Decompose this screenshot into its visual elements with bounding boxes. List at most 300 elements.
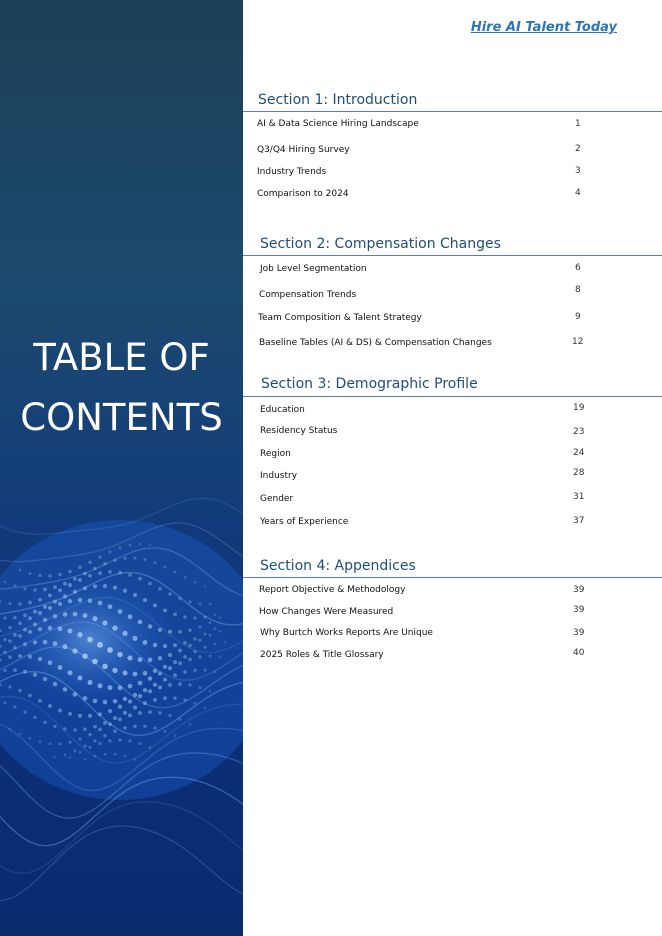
wave-dot — [97, 642, 103, 648]
wave-dot — [79, 751, 82, 754]
wave-dot — [83, 727, 87, 731]
wave-dot — [58, 709, 62, 713]
toc-item-label[interactable]: Q3/Q4 Hiring Survey — [257, 145, 350, 155]
wave-dot — [143, 688, 147, 692]
wave-dot — [163, 608, 167, 612]
wave-dot — [128, 713, 132, 717]
wave-dot — [78, 578, 82, 582]
wave-dot — [114, 753, 117, 756]
wave-dot — [178, 597, 181, 600]
wave-dot — [43, 588, 47, 592]
wave-dot — [122, 670, 127, 675]
wave-dot — [77, 675, 82, 680]
wave-dot — [129, 544, 132, 547]
wave-dot — [163, 696, 167, 700]
wave-dot — [102, 664, 108, 670]
wave-dot — [168, 630, 172, 634]
wave-dot — [23, 587, 26, 590]
wave-dot — [58, 573, 62, 577]
section-3-rule — [243, 396, 662, 397]
wave-dot — [38, 699, 42, 703]
wave-dot — [173, 613, 177, 617]
wave-dot — [3, 638, 6, 641]
toc-item-label[interactable]: Gender — [260, 494, 294, 504]
wave-dot — [209, 690, 212, 693]
wave-dot — [78, 737, 81, 740]
wave-dot — [73, 577, 77, 581]
toc-item-page: 8 — [575, 285, 581, 295]
wave-dot — [98, 683, 103, 688]
wave-dot — [88, 561, 91, 564]
wave-dot — [183, 641, 187, 645]
toc-item-page: 24 — [573, 448, 585, 458]
wave-dot — [67, 628, 72, 633]
section-1-rule — [243, 111, 662, 112]
wave-dot — [143, 671, 148, 676]
wave-dot — [168, 653, 172, 657]
wave-dot — [193, 650, 196, 653]
wave-dot — [82, 653, 88, 659]
wave-dot — [153, 698, 157, 702]
wave-dot — [138, 711, 142, 715]
wave-dot — [23, 710, 26, 713]
wave-dot — [28, 630, 32, 634]
toc-item-label[interactable]: Region — [260, 449, 291, 459]
wave-dot — [208, 634, 211, 637]
wave-dot — [173, 673, 177, 677]
wave-dot — [123, 589, 127, 593]
wave-dot — [128, 573, 132, 577]
wave-dot — [117, 652, 122, 657]
wave-dot — [3, 669, 6, 672]
wave-dot — [118, 704, 122, 708]
data-wave-graphic — [0, 0, 243, 936]
wave-dot — [18, 602, 21, 605]
toc-item-page: 2 — [575, 144, 581, 154]
toc-item-label[interactable]: Team Composition & Talent Strategy — [258, 313, 422, 323]
wave-dot — [148, 582, 152, 586]
wave-dot — [193, 669, 196, 672]
wave-dot — [153, 643, 158, 648]
wave-dot — [158, 685, 162, 689]
wave-dot — [174, 571, 177, 574]
wave-dot — [214, 613, 217, 616]
wave-dot — [178, 682, 182, 686]
wave-dot — [13, 616, 17, 620]
wave-dot — [88, 733, 92, 737]
wave-dot — [219, 630, 222, 633]
wave-dot — [118, 717, 122, 721]
wave-dot — [78, 566, 82, 570]
wave-dot — [18, 634, 22, 638]
wave-dot — [104, 753, 107, 756]
wave-dot — [63, 612, 68, 617]
wave-dot — [107, 647, 113, 653]
wave-dot — [208, 654, 211, 657]
wave-dot — [204, 585, 207, 588]
wave-dot — [108, 550, 111, 553]
wave-dot — [88, 598, 93, 603]
wave-dot — [209, 602, 212, 605]
wave-dot — [83, 696, 88, 701]
wave-dot — [158, 587, 162, 591]
wave-dot — [214, 671, 217, 674]
wave-dot — [128, 739, 131, 742]
wave-dot — [3, 651, 6, 654]
wave-dot — [19, 733, 22, 736]
toc-item-label[interactable]: Baseline Tables (AI & DS) & Compensation Changes — [259, 338, 492, 348]
wave-dot — [92, 659, 98, 665]
wave-dot — [49, 742, 52, 745]
toc-item-label[interactable]: Job Level Segmentation — [260, 264, 367, 274]
wave-dot — [108, 570, 112, 574]
wave-dot — [188, 644, 192, 648]
wave-dot — [148, 676, 152, 680]
wave-dot — [68, 583, 72, 587]
wave-dot — [78, 598, 82, 602]
wave-dot — [103, 721, 107, 725]
wave-dot — [173, 643, 177, 647]
wave-dot — [163, 665, 167, 669]
wave-dot — [83, 745, 86, 748]
wave-dot — [113, 699, 117, 703]
toc-item-page: 39 — [573, 605, 585, 615]
toc-item-label[interactable]: Residency Status — [260, 426, 338, 436]
toc-item-label[interactable]: Report Objective & Methodology — [259, 585, 406, 595]
wave-dot — [53, 725, 56, 728]
wave-dot — [168, 666, 172, 670]
wave-dot — [33, 588, 37, 592]
wave-dot — [224, 641, 227, 644]
hire-ai-talent-link[interactable]: Hire AI Talent Today — [470, 20, 617, 35]
wave-dot — [53, 585, 57, 589]
wave-dot — [193, 616, 196, 619]
wave-dot — [143, 724, 146, 727]
wave-dot — [68, 599, 72, 603]
wave-dot — [108, 722, 112, 726]
wave-dot — [219, 616, 222, 619]
wave-dot — [87, 680, 92, 685]
toc-item-page: 40 — [573, 648, 585, 658]
wave-dot — [9, 727, 12, 730]
wave-dot — [73, 692, 78, 697]
toc-item-page: 37 — [573, 516, 585, 526]
wave-dot — [113, 559, 116, 562]
wave-dot — [189, 723, 192, 726]
toc-item-page: 39 — [573, 585, 585, 595]
wave-dot — [29, 737, 32, 740]
toc-item-page: 39 — [573, 628, 585, 638]
wave-dot — [138, 577, 142, 581]
wave-dot — [73, 612, 78, 617]
wave-dot — [74, 749, 77, 752]
wave-dot — [153, 726, 156, 729]
wave-dot — [188, 628, 192, 632]
wave-dot — [184, 576, 187, 579]
wave-dot — [203, 669, 206, 672]
wave-dot — [198, 639, 201, 642]
wave-dot — [113, 716, 117, 720]
wave-dot — [33, 716, 36, 719]
wave-dot — [193, 637, 196, 640]
wave-dot — [8, 626, 12, 630]
wave-dot — [53, 614, 57, 618]
wave-dot — [19, 568, 22, 571]
wave-dot — [138, 681, 143, 686]
wave-dot — [28, 694, 32, 698]
wave-dot — [28, 655, 32, 659]
wave-dot — [77, 632, 82, 637]
wave-dot — [48, 704, 52, 708]
wave-dot — [108, 709, 112, 713]
wave-dot — [28, 616, 32, 620]
wave-dot — [58, 602, 62, 606]
wave-dot — [133, 693, 137, 697]
wave-dot — [98, 555, 101, 558]
wave-dot — [48, 606, 52, 610]
wave-dot — [209, 621, 212, 624]
wave-dot — [134, 758, 137, 761]
wave-dot — [203, 633, 206, 636]
wave-dot — [18, 654, 22, 658]
wave-dot — [84, 758, 87, 761]
wave-dot — [93, 739, 96, 742]
wave-dot — [163, 565, 166, 568]
wave-dot — [188, 658, 192, 662]
wave-dot — [53, 600, 57, 604]
cover-title-line1: TABLE OF — [33, 336, 210, 379]
wave-dot — [158, 628, 162, 632]
wave-dot — [33, 640, 37, 644]
wave-dot — [133, 557, 136, 560]
wave-dot — [3, 701, 6, 704]
wave-dot — [158, 656, 162, 660]
wave-dot — [53, 641, 58, 646]
wave-dot — [123, 697, 127, 701]
wave-dot — [178, 661, 182, 665]
wave-dot — [98, 571, 102, 575]
wave-dot — [13, 668, 17, 672]
wave-dot — [143, 640, 148, 645]
wave-dot — [183, 698, 186, 701]
toc-item-label[interactable]: Compensation Trends — [259, 290, 357, 300]
toc-item-label[interactable]: Years of Experience — [260, 517, 349, 527]
wave-dot — [69, 756, 72, 759]
wave-dot — [3, 616, 6, 619]
wave-dot — [73, 728, 77, 732]
wave-dot — [48, 574, 51, 577]
wave-dot — [103, 734, 107, 738]
wave-dot — [148, 710, 152, 714]
wave-dot — [148, 624, 153, 629]
wave-dot — [48, 626, 53, 631]
wave-dot — [83, 586, 87, 590]
wave-dot — [103, 700, 107, 704]
wave-dot — [53, 682, 57, 686]
wave-dot — [188, 683, 191, 686]
wave-dot — [98, 712, 102, 716]
wave-dot — [18, 621, 22, 625]
wave-dot — [173, 696, 177, 700]
wave-dot — [128, 699, 132, 703]
wave-dot — [13, 633, 17, 637]
wave-dot — [28, 601, 32, 605]
toc-item-label[interactable]: AI & Data Science Hiring Landscape — [257, 119, 419, 129]
wave-dot — [43, 640, 48, 645]
wave-dot — [168, 714, 171, 717]
wave-dot — [68, 570, 72, 574]
toc-item-label[interactable]: Why Burtch Works Reports Are Unique — [260, 628, 433, 638]
section-4-title: Section 4: Appendices — [260, 558, 416, 574]
wave-dot — [43, 618, 47, 622]
wave-dot — [118, 571, 122, 575]
wave-dot — [58, 588, 62, 592]
wave-dot — [153, 561, 156, 564]
wave-dot — [168, 683, 172, 687]
wave-dot — [123, 557, 126, 560]
wave-dot — [178, 718, 181, 721]
wave-dot — [43, 677, 47, 681]
wave-dot — [58, 626, 63, 631]
wave-dot — [102, 620, 107, 625]
wave-dot — [148, 657, 153, 662]
section-4-rule — [243, 577, 662, 578]
wave-dot — [148, 689, 152, 693]
wave-dot — [63, 687, 68, 692]
wave-dot — [173, 660, 177, 664]
wave-dot — [139, 543, 142, 546]
toc-item-page: 23 — [573, 427, 585, 437]
toc-item-page: 19 — [573, 403, 585, 413]
section-3-title: Section 3: Demographic Profile — [261, 376, 478, 392]
toc-item-page: 4 — [575, 188, 581, 198]
wave-dot — [138, 657, 143, 662]
wave-dot — [178, 630, 182, 634]
wave-dot — [23, 628, 27, 632]
wave-dot — [4, 580, 7, 583]
wave-dot — [112, 625, 117, 630]
wave-dot — [13, 705, 16, 708]
wave-dot — [214, 642, 217, 645]
wave-dot — [128, 684, 133, 689]
wave-dot — [183, 655, 187, 659]
wave-dot — [143, 598, 147, 602]
toc-item-label[interactable]: How Changes Were Measured — [259, 607, 394, 617]
wave-dot — [78, 714, 82, 718]
wave-dot — [108, 739, 111, 742]
wave-dot — [63, 727, 67, 731]
wave-dot — [33, 610, 37, 614]
wave-dot — [133, 636, 138, 641]
wave-dot — [33, 673, 37, 677]
section-1-title: Section 1: Introduction — [258, 92, 418, 108]
wave-dot — [198, 602, 201, 605]
cover-title — [0, 328, 243, 448]
wave-dot — [58, 742, 61, 745]
wave-dot — [103, 562, 106, 565]
wave-dot — [13, 646, 17, 650]
wave-dot — [158, 671, 162, 675]
wave-dot — [48, 660, 53, 665]
wave-dot — [43, 605, 47, 609]
wave-dot — [93, 725, 97, 729]
wave-dot — [188, 600, 191, 603]
wave-dot — [133, 672, 138, 677]
wave-dot — [98, 601, 103, 606]
wave-dot — [58, 665, 63, 670]
wave-dot — [33, 622, 37, 626]
toc-item-label[interactable]: Education — [260, 405, 305, 415]
wave-dot — [8, 639, 12, 643]
wave-dot — [143, 701, 147, 705]
wave-dot — [143, 558, 146, 561]
toc-item-label[interactable]: Industry Trends — [257, 167, 327, 177]
wave-dot — [38, 657, 42, 661]
section-2-title: Section 2: Compensation Changes — [260, 236, 501, 252]
wave-dot — [93, 567, 97, 571]
wave-dot — [83, 572, 87, 576]
toc-item-page: 3 — [575, 166, 581, 176]
wave-dot — [203, 646, 206, 649]
wave-dot — [98, 742, 101, 745]
toc-item-label[interactable]: Industry — [260, 471, 298, 481]
wave-dot — [153, 603, 157, 607]
toc-item-label[interactable]: Comparison to 2024 — [257, 189, 349, 199]
wave-dot — [63, 582, 67, 586]
wave-dot — [8, 655, 12, 659]
section-2-rule — [243, 255, 662, 256]
wave-dot — [174, 734, 177, 737]
wave-dot — [128, 614, 133, 619]
wave-dot — [138, 742, 141, 745]
wave-dot — [118, 609, 123, 614]
wave-line — [0, 802, 243, 874]
wave-dot — [38, 627, 42, 631]
wave-dot — [38, 611, 42, 615]
wave-dot — [118, 685, 123, 690]
wave-dot — [88, 574, 92, 578]
wave-dot — [73, 590, 77, 594]
wave-dot — [88, 746, 91, 749]
wave-dot — [198, 655, 201, 658]
wave-line — [0, 826, 243, 901]
wave-dot — [18, 689, 22, 693]
wave-dot — [88, 714, 92, 718]
wave-dot — [193, 702, 196, 705]
wave-dot — [149, 746, 152, 749]
wave-dot — [119, 546, 122, 549]
toc-item-label[interactable]: 2025 Roles & Title Glossary — [260, 650, 384, 660]
wave-dot — [123, 726, 127, 730]
wave-dot — [68, 741, 71, 744]
cover-title-line2: CONTENTS — [20, 396, 223, 439]
wave-dot — [83, 613, 88, 618]
wave-dot — [163, 730, 166, 733]
cover-panel — [0, 0, 243, 936]
wave-dot — [113, 729, 117, 733]
wave-dot — [68, 712, 72, 716]
wave-dot — [168, 592, 172, 596]
wave-dot — [108, 604, 113, 609]
wave-dot — [98, 728, 102, 732]
wave-dot — [153, 683, 157, 687]
wave-dot — [103, 584, 107, 588]
wave-dot — [38, 598, 42, 602]
wave-dot — [124, 755, 127, 758]
wave-dot — [214, 627, 217, 630]
wave-dot — [138, 620, 143, 625]
wave-dot — [13, 584, 16, 587]
